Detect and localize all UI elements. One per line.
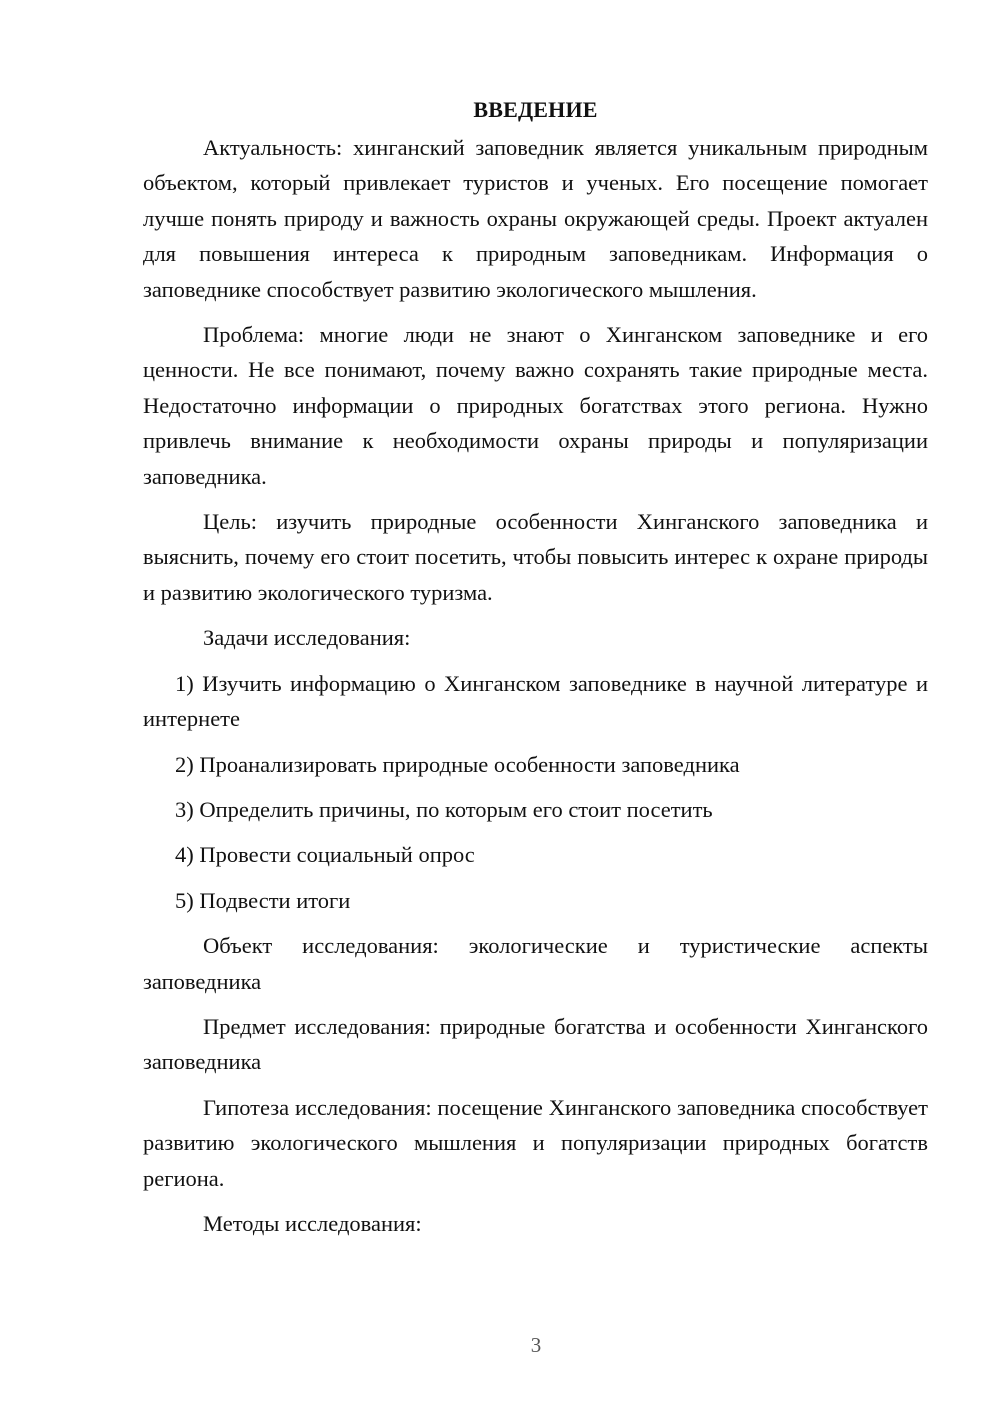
hypothesis-paragraph: Гипотеза исследования: посещение Хинганского заповедника способствует развитию экологического мышления и популяризации природных богатств региона. [143, 1094, 928, 1191]
goal-paragraph: Цель: изучить природные особенности Хинганского заповедника и выяснить, почему его стоит посетить, чтобы повысить интерес к охране природы и развитию экологического туризма. [143, 509, 928, 605]
task-item-3: 3) Определить причины, по которым его стоит посетить [175, 796, 713, 822]
relevance-paragraph: Актуальность: хинганский заповедник является уникальным природным объектом, который привлекает туристов и ученых. Его посещение помогает лучше понять природу и важность охраны окружающей среды. Проект актуален для повышения интереса к природным заповедникам. Информация о заповеднике способствует развитию экологического мышления. [143, 135, 928, 302]
page-title: ВВЕДЕНИЕ [473, 97, 598, 122]
tasks-heading: Задачи исследования: [203, 625, 411, 651]
page-number: 3 [530, 1333, 542, 1357]
methods-heading: Методы исследования: [203, 1210, 422, 1236]
task-item-1: 1) Изучить информацию о Хинганском заповеднике в научной литературе и интернете [143, 670, 928, 732]
object-paragraph: Объект исследования: экологические и туристические аспекты заповедника [143, 933, 928, 994]
task-item-4: 4) Провести социальный опрос [175, 842, 475, 868]
page-content [143, 94, 928, 1251]
task-item-2: 2) Проанализировать природные особенности заповедника [175, 751, 740, 777]
problem-paragraph: Проблема: многие люди не знают о Хинганском заповеднике и его ценности. Не все понимают, почему важно сохранять такие природные места. Недостаточно информации о природных богатствах этого региона. Нужно привлечь внимание к необходимости охраны природы и популяризации заповедника. [143, 322, 928, 489]
subject-paragraph: Предмет исследования: природные богатства и особенности Хинганского заповедника [143, 1013, 928, 1075]
task-item-5: 5) Подвести итоги [175, 887, 351, 913]
